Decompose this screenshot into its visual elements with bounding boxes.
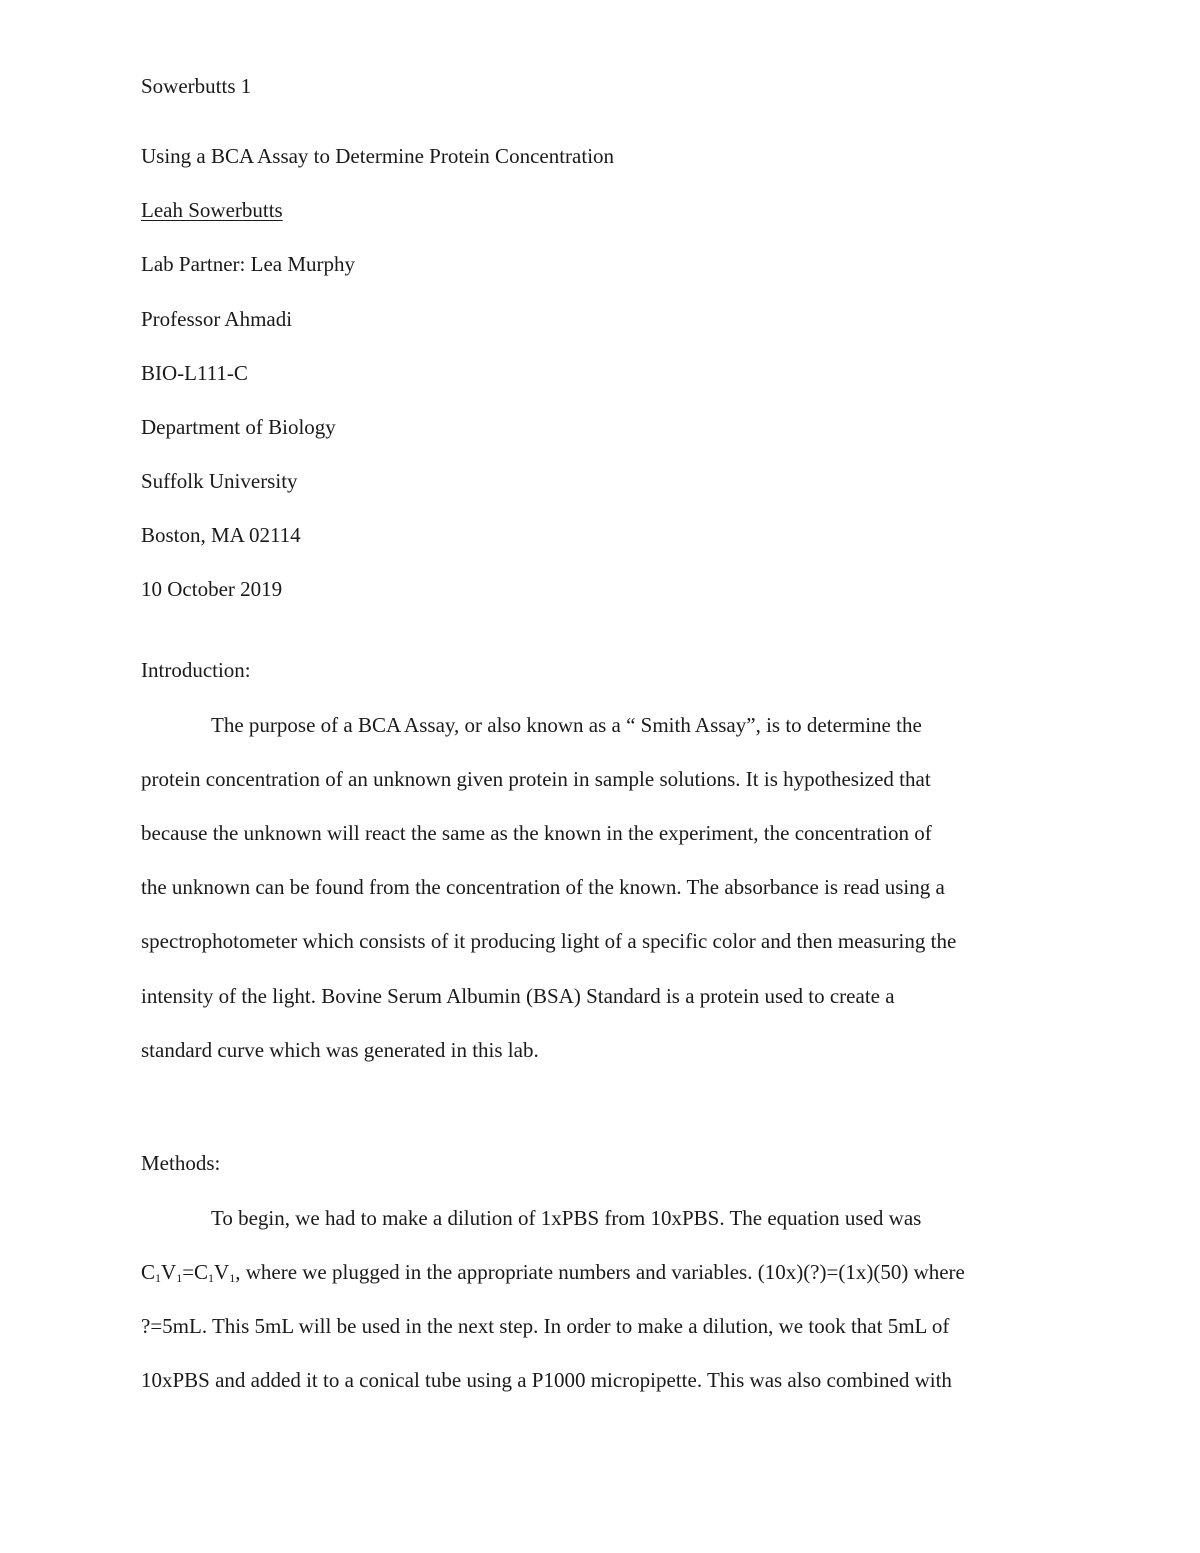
address: Boston, MA 02114 — [141, 523, 301, 547]
date: 10 October 2019 — [141, 577, 283, 601]
department: Department of Biology — [141, 415, 336, 439]
intro-line-6: intensity of the light. Bovine Serum Albumin (BSA) Standard is a protein used to create a — [141, 984, 895, 1008]
equation-subscript: 1 — [229, 1271, 236, 1285]
equation-subscript: 1 — [176, 1271, 183, 1285]
equation-subscript: 1 — [155, 1271, 162, 1285]
methods-line-1: To begin, we had to make a dilution of 1xPBS from 10xPBS. The equation used was — [211, 1206, 922, 1230]
intro-line-2: protein concentration of an unknown given protein in sample solutions. It is hypothesized that — [141, 767, 931, 791]
methods-line-4: 10xPBS and added it to a conical tube using a P1000 micropipette. This was also combined with — [141, 1368, 952, 1392]
methods-line-3: ?=5mL. This 5mL will be used in the next step. In order to make a dilution, we took that 5mL of — [141, 1314, 950, 1338]
equation-c: C — [141, 1260, 156, 1284]
university: Suffolk University — [141, 469, 298, 493]
intro-line-7: standard curve which was generated in this lab. — [141, 1038, 539, 1062]
intro-line-4: the unknown can be found from the concentration of the known. The absorbance is read using a — [141, 875, 945, 899]
running-head: Sowerbutts 1 — [141, 74, 252, 98]
methods-line-2-text: , where we plugged in the appropriate numbers and variables. (10x)(?)=(1x)(50) where — [235, 1260, 965, 1284]
author-name: Leah Sowerbutts — [141, 198, 283, 222]
equation-equals: =C — [182, 1260, 209, 1284]
course-code: BIO-L111-C — [141, 361, 248, 385]
equation-v: V — [214, 1260, 230, 1284]
lab-partner: Lab Partner: Lea Murphy — [141, 252, 356, 276]
methods-line-2 — [141, 1258, 965, 1286]
intro-line-5: spectrophotometer which consists of it producing light of a specific color and then measuring the — [141, 929, 957, 953]
professor-name: Professor Ahmadi — [141, 307, 293, 331]
equation-v: V — [161, 1260, 177, 1284]
equation-subscript: 1 — [208, 1271, 215, 1285]
intro-line-1: The purpose of a BCA Assay, or also known as a “ Smith Assay”, is to determine the — [211, 713, 922, 737]
paper-title: Using a BCA Assay to Determine Protein Concentration — [141, 144, 615, 168]
intro-line-3: because the unknown will react the same as the known in the experiment, the concentration of — [141, 821, 932, 845]
introduction-heading: Introduction: — [141, 658, 251, 682]
methods-heading: Methods: — [141, 1151, 221, 1175]
